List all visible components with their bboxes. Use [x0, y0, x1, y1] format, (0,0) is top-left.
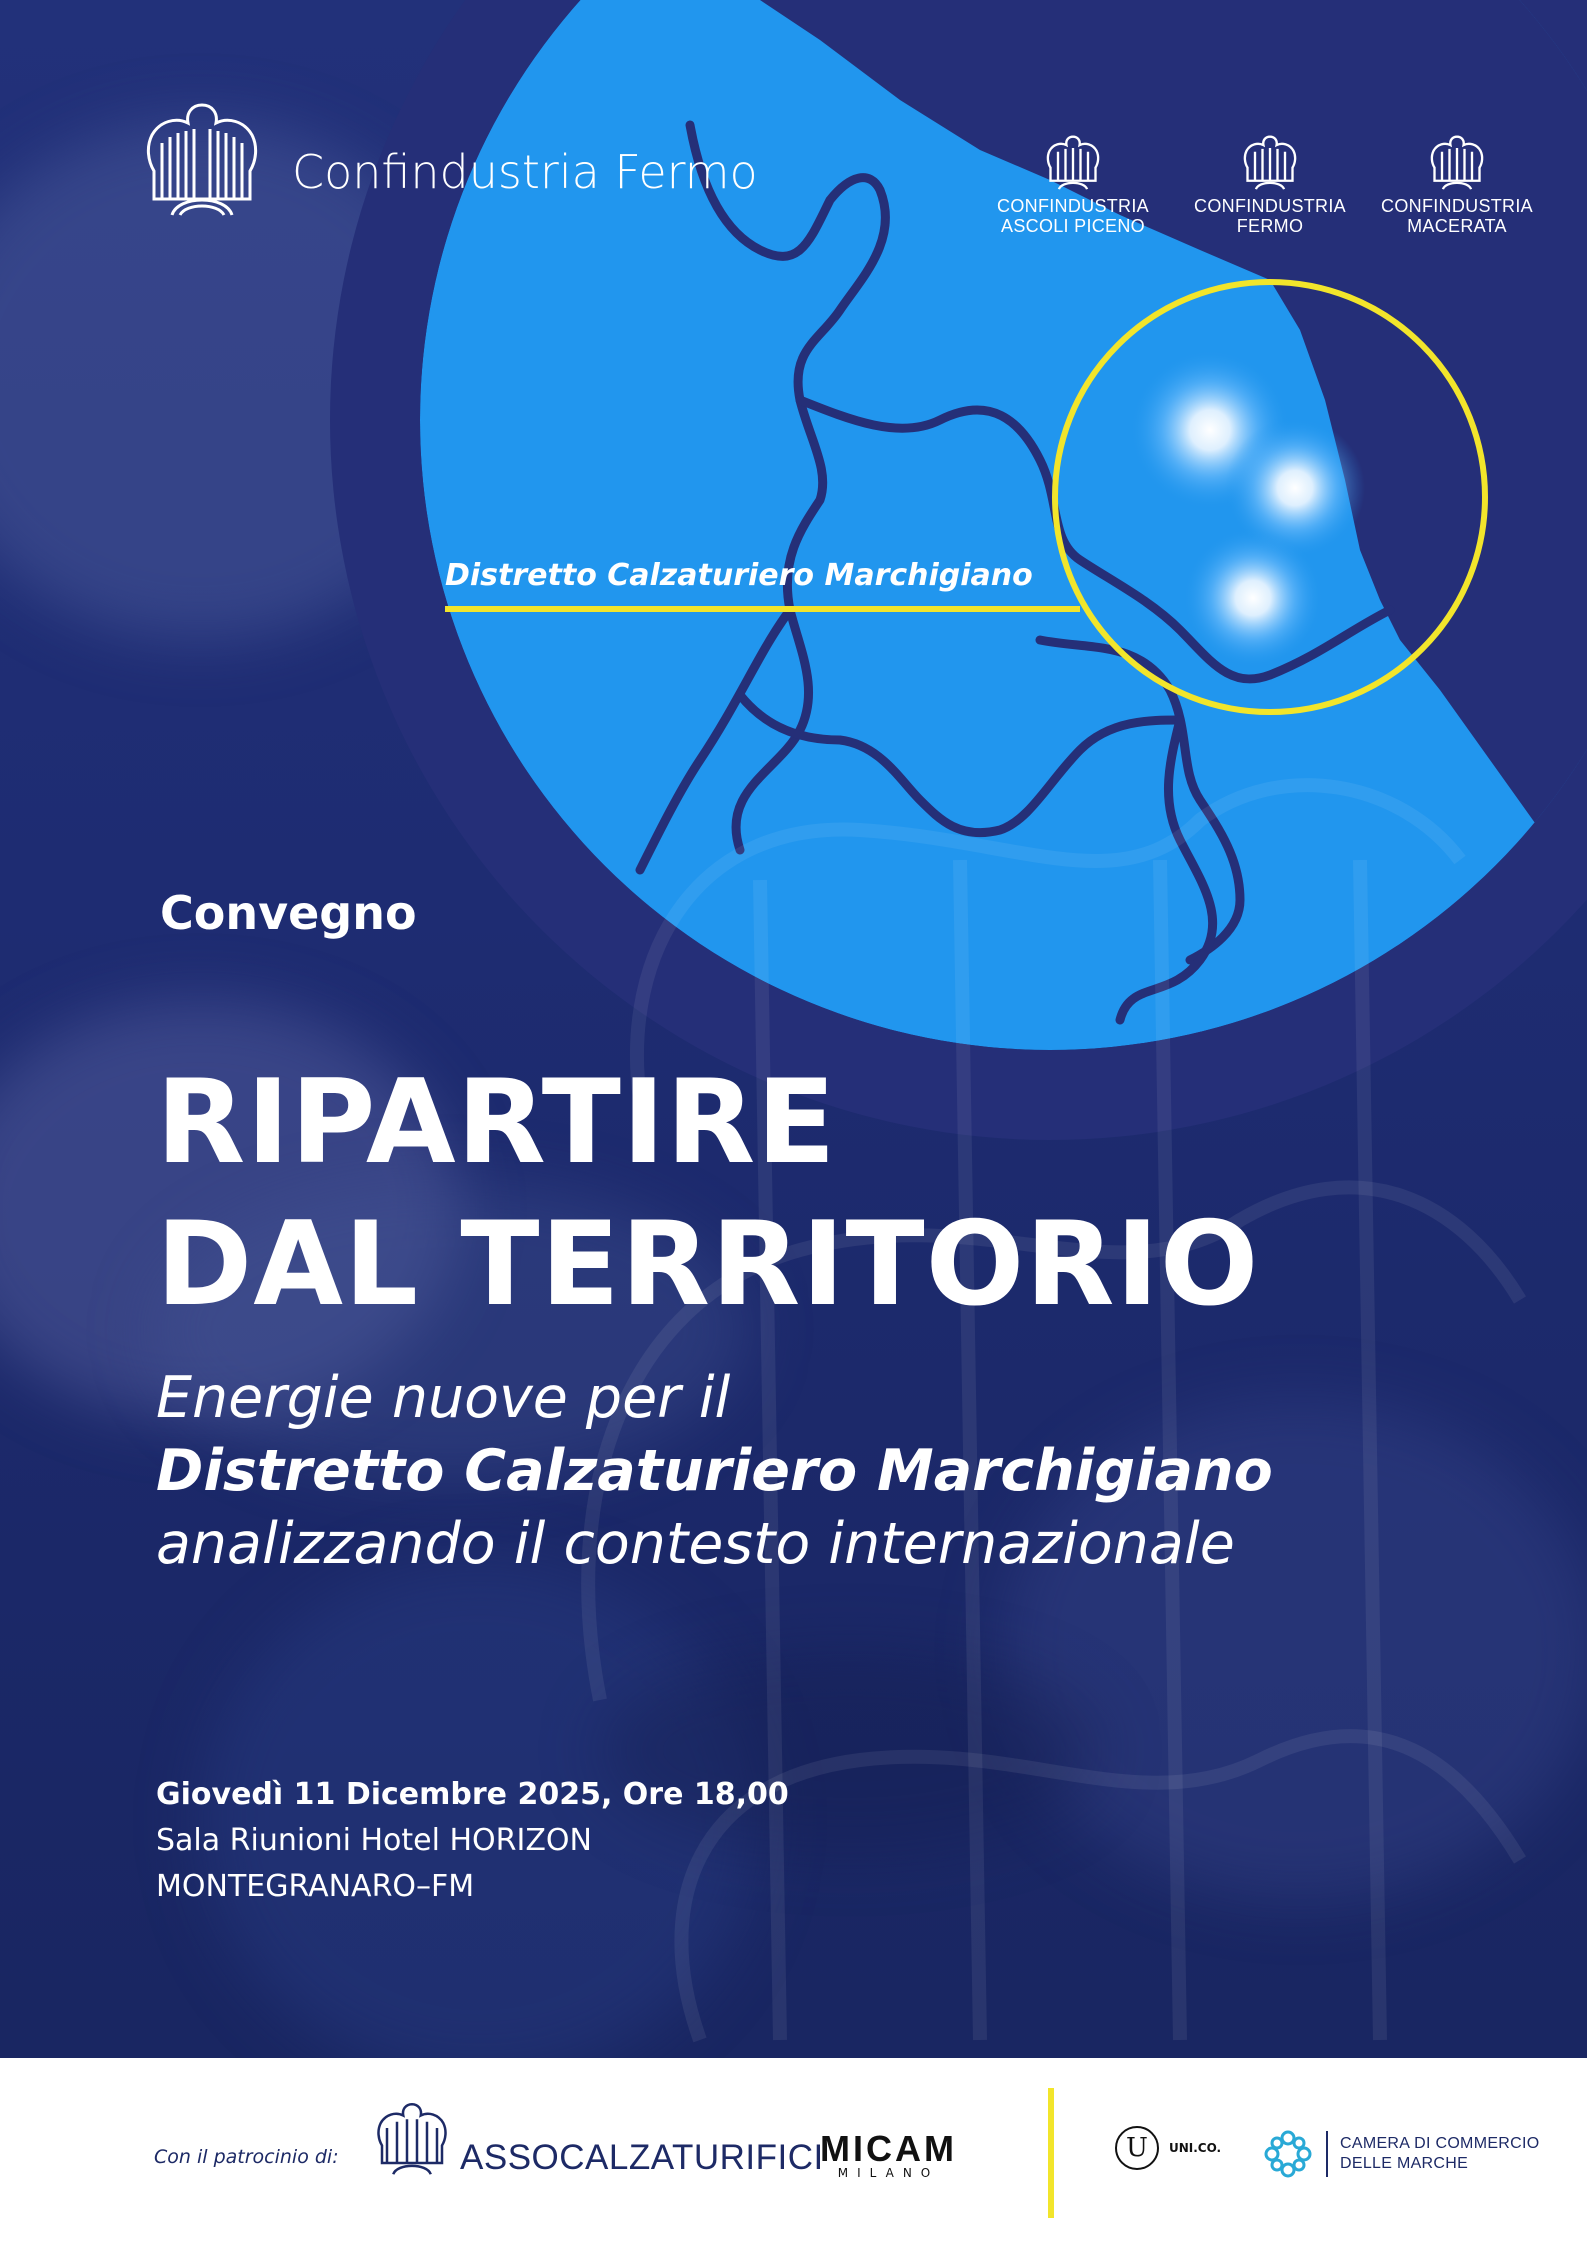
- camera-text: [1340, 2134, 1540, 2174]
- subtitle-line: analizzando il contesto internazionale: [156, 1511, 1235, 1577]
- event-venue: Sala Riunioni Hotel HORIZON: [156, 1823, 592, 1858]
- partner-logo-fermo: [1180, 132, 1360, 236]
- glow-dot: [1183, 528, 1323, 668]
- partner-logo-ascoli: [983, 132, 1163, 236]
- event-title: [156, 1052, 1259, 1336]
- subtitle-line: Distretto Calzaturiero Marchigiano: [156, 1438, 1273, 1504]
- camera-commercio-logo: [1262, 2128, 1540, 2180]
- partner-line1: CONFINDUSTRIA: [1381, 196, 1533, 216]
- micam-logo: [820, 2128, 957, 2180]
- partner-line2: MACERATA: [1407, 216, 1507, 236]
- eagle-icon: [1043, 132, 1103, 192]
- partner-line1: CONFINDUSTRIA: [997, 196, 1149, 216]
- eagle-icon: [138, 95, 266, 223]
- sponsor-footer: [0, 2058, 1587, 2245]
- micam-city: MILANO: [837, 2166, 940, 2180]
- partner-logo-macerata: [1367, 132, 1547, 236]
- flower-icon: [1262, 2128, 1314, 2180]
- title-line: DAL TERRITORIO: [156, 1197, 1260, 1332]
- partner-line2: FERMO: [1236, 216, 1304, 236]
- eagle-icon: [1427, 132, 1487, 192]
- camera-line2: DELLE MARCHE: [1340, 2155, 1469, 2172]
- event-place: MONTEGRANARO–FM: [156, 1869, 475, 1904]
- camera-line1: CAMERA DI COMMERCIO: [1340, 2135, 1540, 2152]
- eagle-icon: [372, 2098, 452, 2178]
- micam-name: MICAM: [820, 2128, 957, 2169]
- subtitle-line: Energie nuove per il: [156, 1365, 731, 1431]
- event-date: Giovedì 11 Dicembre 2025, Ore 18,00: [156, 1777, 789, 1812]
- footer-divider: [1048, 2088, 1054, 2218]
- camera-separator: [1326, 2131, 1328, 2177]
- unico-logo: [1115, 2126, 1221, 2170]
- assocalzaturifici-logo: ASSOCALZATURIFICI: [460, 2138, 824, 2177]
- confindustria-fermo-logo: [138, 95, 758, 223]
- district-label: Distretto Calzaturiero Marchigiano: [445, 558, 1033, 593]
- patronage-label: Con il patrocinio di:: [154, 2146, 339, 2168]
- partner-line1: CONFINDUSTRIA: [1194, 196, 1346, 216]
- title-line: RIPARTIRE: [156, 1055, 837, 1190]
- partner-line2: ASCOLI PICENO: [1001, 216, 1145, 236]
- event-subtitle: [156, 1362, 1273, 1581]
- organization-name: Confindustria Fermo: [292, 145, 758, 199]
- unico-name: UNI.CO.: [1169, 2141, 1222, 2155]
- unico-letter: U: [1115, 2126, 1159, 2170]
- event-details: [156, 1772, 789, 1910]
- event-kind: Convegno: [160, 886, 417, 940]
- eagle-icon: [1240, 132, 1300, 192]
